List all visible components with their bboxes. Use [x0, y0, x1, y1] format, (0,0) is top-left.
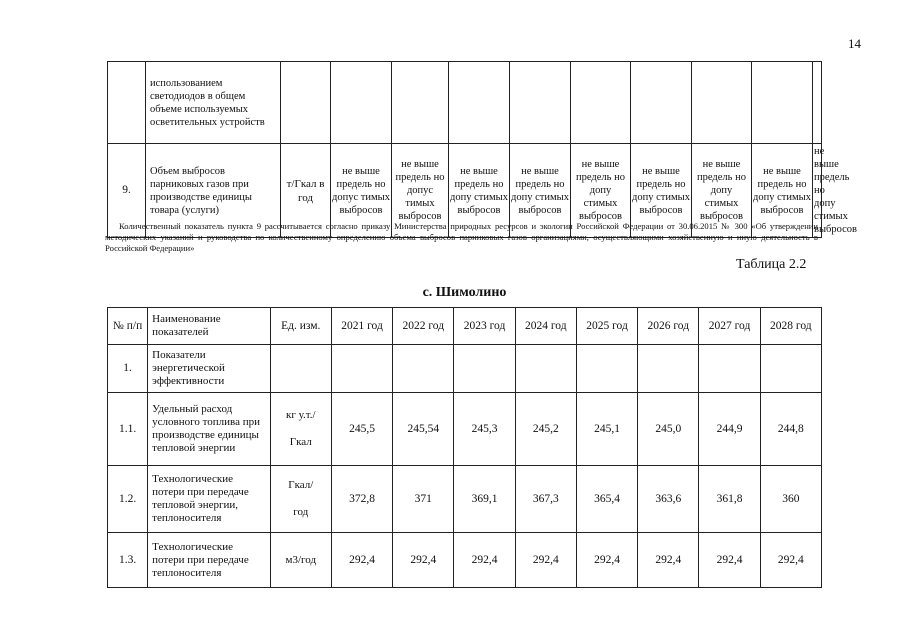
header-year: 2023 год	[454, 308, 515, 345]
indicator-name: Технологические потери при передаче теплоносителя	[148, 533, 271, 588]
value-cell: 244,9	[699, 393, 760, 466]
value-cell	[510, 62, 571, 144]
page-number: 14	[848, 36, 861, 51]
value-cell: 363,6	[638, 466, 699, 533]
value-cell: 369,1	[454, 466, 515, 533]
unit-cell	[270, 345, 331, 393]
value-cell: 360	[760, 466, 821, 533]
value-cell: не выше предель но допу стимых выбросов	[692, 144, 752, 238]
unit-bottom: год	[293, 506, 309, 518]
value-cell	[752, 62, 813, 144]
header-year: 2021 год	[331, 308, 392, 345]
value-cell: 244,8	[760, 393, 821, 466]
indicator-name: Удельный расход условного топлива при производстве единицы тепловой энергии	[148, 393, 271, 466]
value-cell: 245,54	[393, 393, 454, 466]
indicator-name: Объем выбросов парниковых газов при производстве единицы товара (услуги)	[146, 144, 281, 238]
value-cell: не выше предель но допу стимых выбросов	[571, 144, 631, 238]
value-cell: 245,0	[638, 393, 699, 466]
value-cell: не выше предель но допу стимых выбросов	[510, 144, 571, 238]
value-cell: 292,4	[331, 533, 392, 588]
value-cell: 292,4	[454, 533, 515, 588]
table-row	[108, 393, 822, 466]
value-cell: не выше предель но допус тимых выбросов	[331, 144, 392, 238]
row-number: 9.	[108, 144, 146, 238]
value-cell: 365,4	[576, 466, 637, 533]
value-cell: не выше предель но допу стимых выбросов	[752, 144, 813, 238]
table-row	[108, 345, 822, 393]
value-cell: не выше предель но допу стимых выбросов	[449, 144, 510, 238]
table-title: с. Шимолино	[422, 285, 507, 300]
value-cell	[331, 62, 392, 144]
unit-cell: т/Гкал в год	[281, 144, 331, 238]
unit-cell: м3/год	[270, 533, 331, 588]
row-number	[108, 62, 146, 144]
unit-cell	[281, 62, 331, 144]
value-cell	[515, 345, 576, 393]
value-cell: 367,3	[515, 466, 576, 533]
header-unit: Ед. изм.	[270, 308, 331, 345]
value-cell	[331, 345, 392, 393]
header-year: 2027 год	[699, 308, 760, 345]
header-year: 2026 год	[638, 308, 699, 345]
indicator-name: Показатели энергетической эффективности	[148, 345, 271, 393]
value-cell: 292,4	[760, 533, 821, 588]
header-year: 2028 год	[760, 308, 821, 345]
value-cell: 372,8	[331, 466, 392, 533]
value-cell: 245,3	[454, 393, 515, 466]
row-number: 1.1.	[108, 393, 148, 466]
table-caption: Таблица 2.2	[736, 257, 807, 272]
row-number: 1.2.	[108, 466, 148, 533]
value-cell	[692, 62, 752, 144]
unit-cell	[270, 393, 331, 466]
value-cell: 245,5	[331, 393, 392, 466]
header-year: 2022 год	[393, 308, 454, 345]
unit-bottom: Гкал	[289, 436, 312, 448]
value-cell: 292,4	[699, 533, 760, 588]
value-cell	[571, 62, 631, 144]
value-cell: не выше предель но допус тимых выбросов	[392, 144, 449, 238]
unit-cell	[270, 466, 331, 533]
value-cell: 292,4	[576, 533, 637, 588]
header-name: Наименование показателей	[148, 308, 271, 345]
header-year: 2025 год	[576, 308, 637, 345]
value-cell: 292,4	[515, 533, 576, 588]
value-cell: не выше предель но допу стимых выбросов	[813, 144, 822, 238]
value-cell: 245,2	[515, 393, 576, 466]
table-row	[108, 466, 822, 533]
value-cell	[576, 345, 637, 393]
value-cell: 371	[393, 466, 454, 533]
value-cell: 245,1	[576, 393, 637, 466]
value-cell: 292,4	[638, 533, 699, 588]
table-row	[108, 62, 822, 144]
value-cell: не выше предель но допу стимых выбросов	[631, 144, 692, 238]
row-number: 1.3.	[108, 533, 148, 588]
header-num: № п/п	[108, 308, 148, 345]
indicators-table-continued	[107, 61, 857, 238]
value-cell	[392, 62, 449, 144]
value-cell	[631, 62, 692, 144]
value-cell	[760, 345, 821, 393]
value-cell	[813, 62, 822, 144]
value-cell	[638, 345, 699, 393]
table-row	[108, 533, 822, 588]
value-cell: 292,4	[393, 533, 454, 588]
value-cell	[699, 345, 760, 393]
indicator-name: Технологические потери при передаче тепловой энергии, теплоносителя	[148, 466, 271, 533]
value-cell	[454, 345, 515, 393]
unit-top: кг у.т./	[286, 409, 316, 421]
indicator-name: использованием светодиодов в общем объеме используемых осветительных устройств	[146, 62, 281, 144]
table-header-row	[108, 308, 822, 345]
footnote: Количественный показатель пункта 9 рассчитывается согласно приказу Министерства природных ресурсов и экологии Российской Федерации от 30.06.2015 № 300 «Об утверждении методических указаний и руководства по количественному определению объема выбросов парниковых газов организациями, осуществляющими хозяйственную и иную деятельность в Российской Федерации»	[105, 221, 818, 253]
value-cell	[449, 62, 510, 144]
energy-efficiency-table	[107, 307, 822, 588]
unit-top: Гкал/	[288, 479, 314, 491]
value-cell	[393, 345, 454, 393]
header-year: 2024 год	[515, 308, 576, 345]
row-number: 1.	[108, 345, 148, 393]
value-cell: 361,8	[699, 466, 760, 533]
